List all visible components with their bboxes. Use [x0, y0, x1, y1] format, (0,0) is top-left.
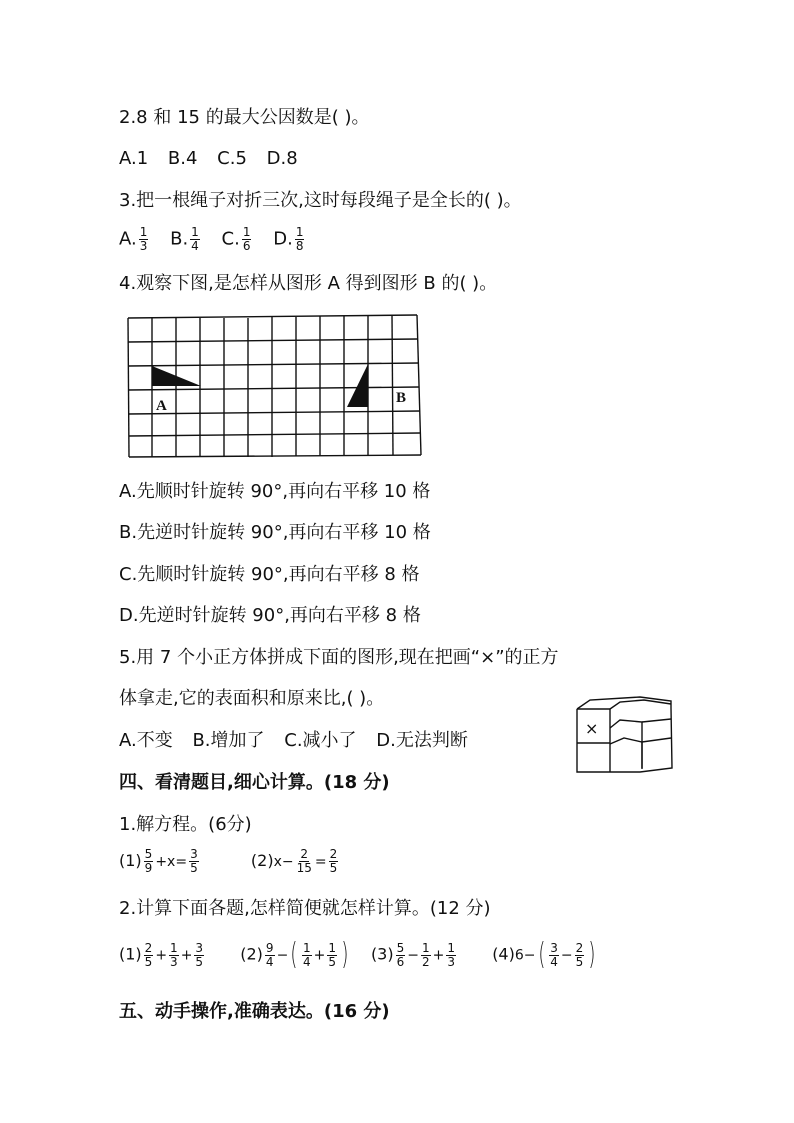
section-4-title: 四、看清题目,细心计算。(18 分)	[119, 772, 390, 793]
fraction: $\frac{1}{8}$	[295, 225, 304, 253]
calculation-row: (1) $\frac{2}{5}$ + $\frac{1}{3}$ + $\frac{3}{5}$ (2) $\frac{9}{4}$ −( $\frac{1}{4}$ + $\frac{1}{5}$ ) (3) $\frac{5}{6}$ − $\frac{1}{2}$ + $\frac{1}{3}$ (4)6−( $\frac{3}{4}$ − $\frac{2}{5}$ )	[119, 937, 596, 972]
x-mark: ×	[585, 719, 599, 738]
option-d[interactable]: D.8	[266, 148, 298, 169]
equation-row: (1) $\frac{5}{9}$ +x= $\frac{3}{5}$ (2)x− $\frac{2}{15}$ = $\frac{2}{5}$	[119, 847, 338, 875]
question-4-option-c[interactable]: C.先顺时针旋转 90°,再向右平移 8 格	[119, 564, 420, 585]
question-4-option-a[interactable]: A.先顺时针旋转 90°,再向右平移 10 格	[119, 481, 431, 502]
question-5-text-line2: 体拿走,它的表面积和原来比,( )。	[119, 688, 385, 709]
label-a: A	[156, 398, 167, 414]
question-4-option-b[interactable]: B.先逆时针旋转 90°,再向右平移 10 格	[119, 522, 431, 543]
option-d[interactable]: D. $\frac{1}{8}$	[273, 225, 304, 253]
fraction: $\frac{1}{3}$	[139, 225, 148, 253]
cube-figure	[574, 692, 676, 776]
fraction: $\frac{3}{5}$	[190, 847, 198, 875]
option-b[interactable]: B.增加了	[192, 730, 265, 751]
option-c[interactable]: C.减小了	[284, 730, 357, 751]
fraction: $\frac{1}{4}$	[191, 225, 199, 253]
section-5-title: 五、动手操作,准确表达。(16 分)	[119, 1001, 390, 1022]
question-3-options	[119, 226, 320, 253]
question-4-option-d[interactable]: D.先逆时针旋转 90°,再向右平移 8 格	[119, 605, 421, 626]
fraction: $\frac{5}{9}$	[144, 847, 153, 875]
label-b: B	[396, 390, 407, 406]
option-c[interactable]: C.5	[217, 148, 247, 169]
option-b[interactable]: B.4	[167, 148, 198, 169]
fraction: $\frac{2}{5}$	[329, 847, 338, 875]
question-5-text-line1: 5.用 7 个小正方体拼成下面的图形,现在把画“×”的正方	[119, 647, 559, 668]
question-4-text: 4.观察下图,是怎样从图形 A 得到图形 B 的( )。	[119, 273, 498, 294]
option-d[interactable]: D.无法判断	[376, 730, 468, 751]
option-a[interactable]: A.1	[119, 148, 149, 169]
fraction: $\frac{1}{6}$	[242, 225, 251, 253]
option-b[interactable]: B. $\frac{1}{4}$	[170, 225, 199, 253]
section-4-sub1: 1.解方程。(6分)	[119, 814, 252, 835]
shape-b	[347, 364, 368, 407]
question-5-options	[119, 729, 482, 753]
fraction: $\frac{2}{15}$	[296, 847, 312, 875]
option-a[interactable]: A.不变	[119, 730, 173, 751]
question-2-text: 2.8 和 15 的最大公因数是( )。	[119, 107, 370, 128]
question-2-options	[119, 147, 312, 171]
grid-figure	[125, 312, 425, 460]
question-3-text: 3.把一根绳子对折三次,这时每段绳子是全长的( )。	[119, 190, 522, 211]
option-c[interactable]: C. $\frac{1}{6}$	[221, 225, 251, 253]
section-4-sub2: 2.计算下面各题,怎样简便就怎样计算。(12 分)	[119, 898, 491, 919]
option-a[interactable]: A. $\frac{1}{3}$	[119, 225, 148, 253]
